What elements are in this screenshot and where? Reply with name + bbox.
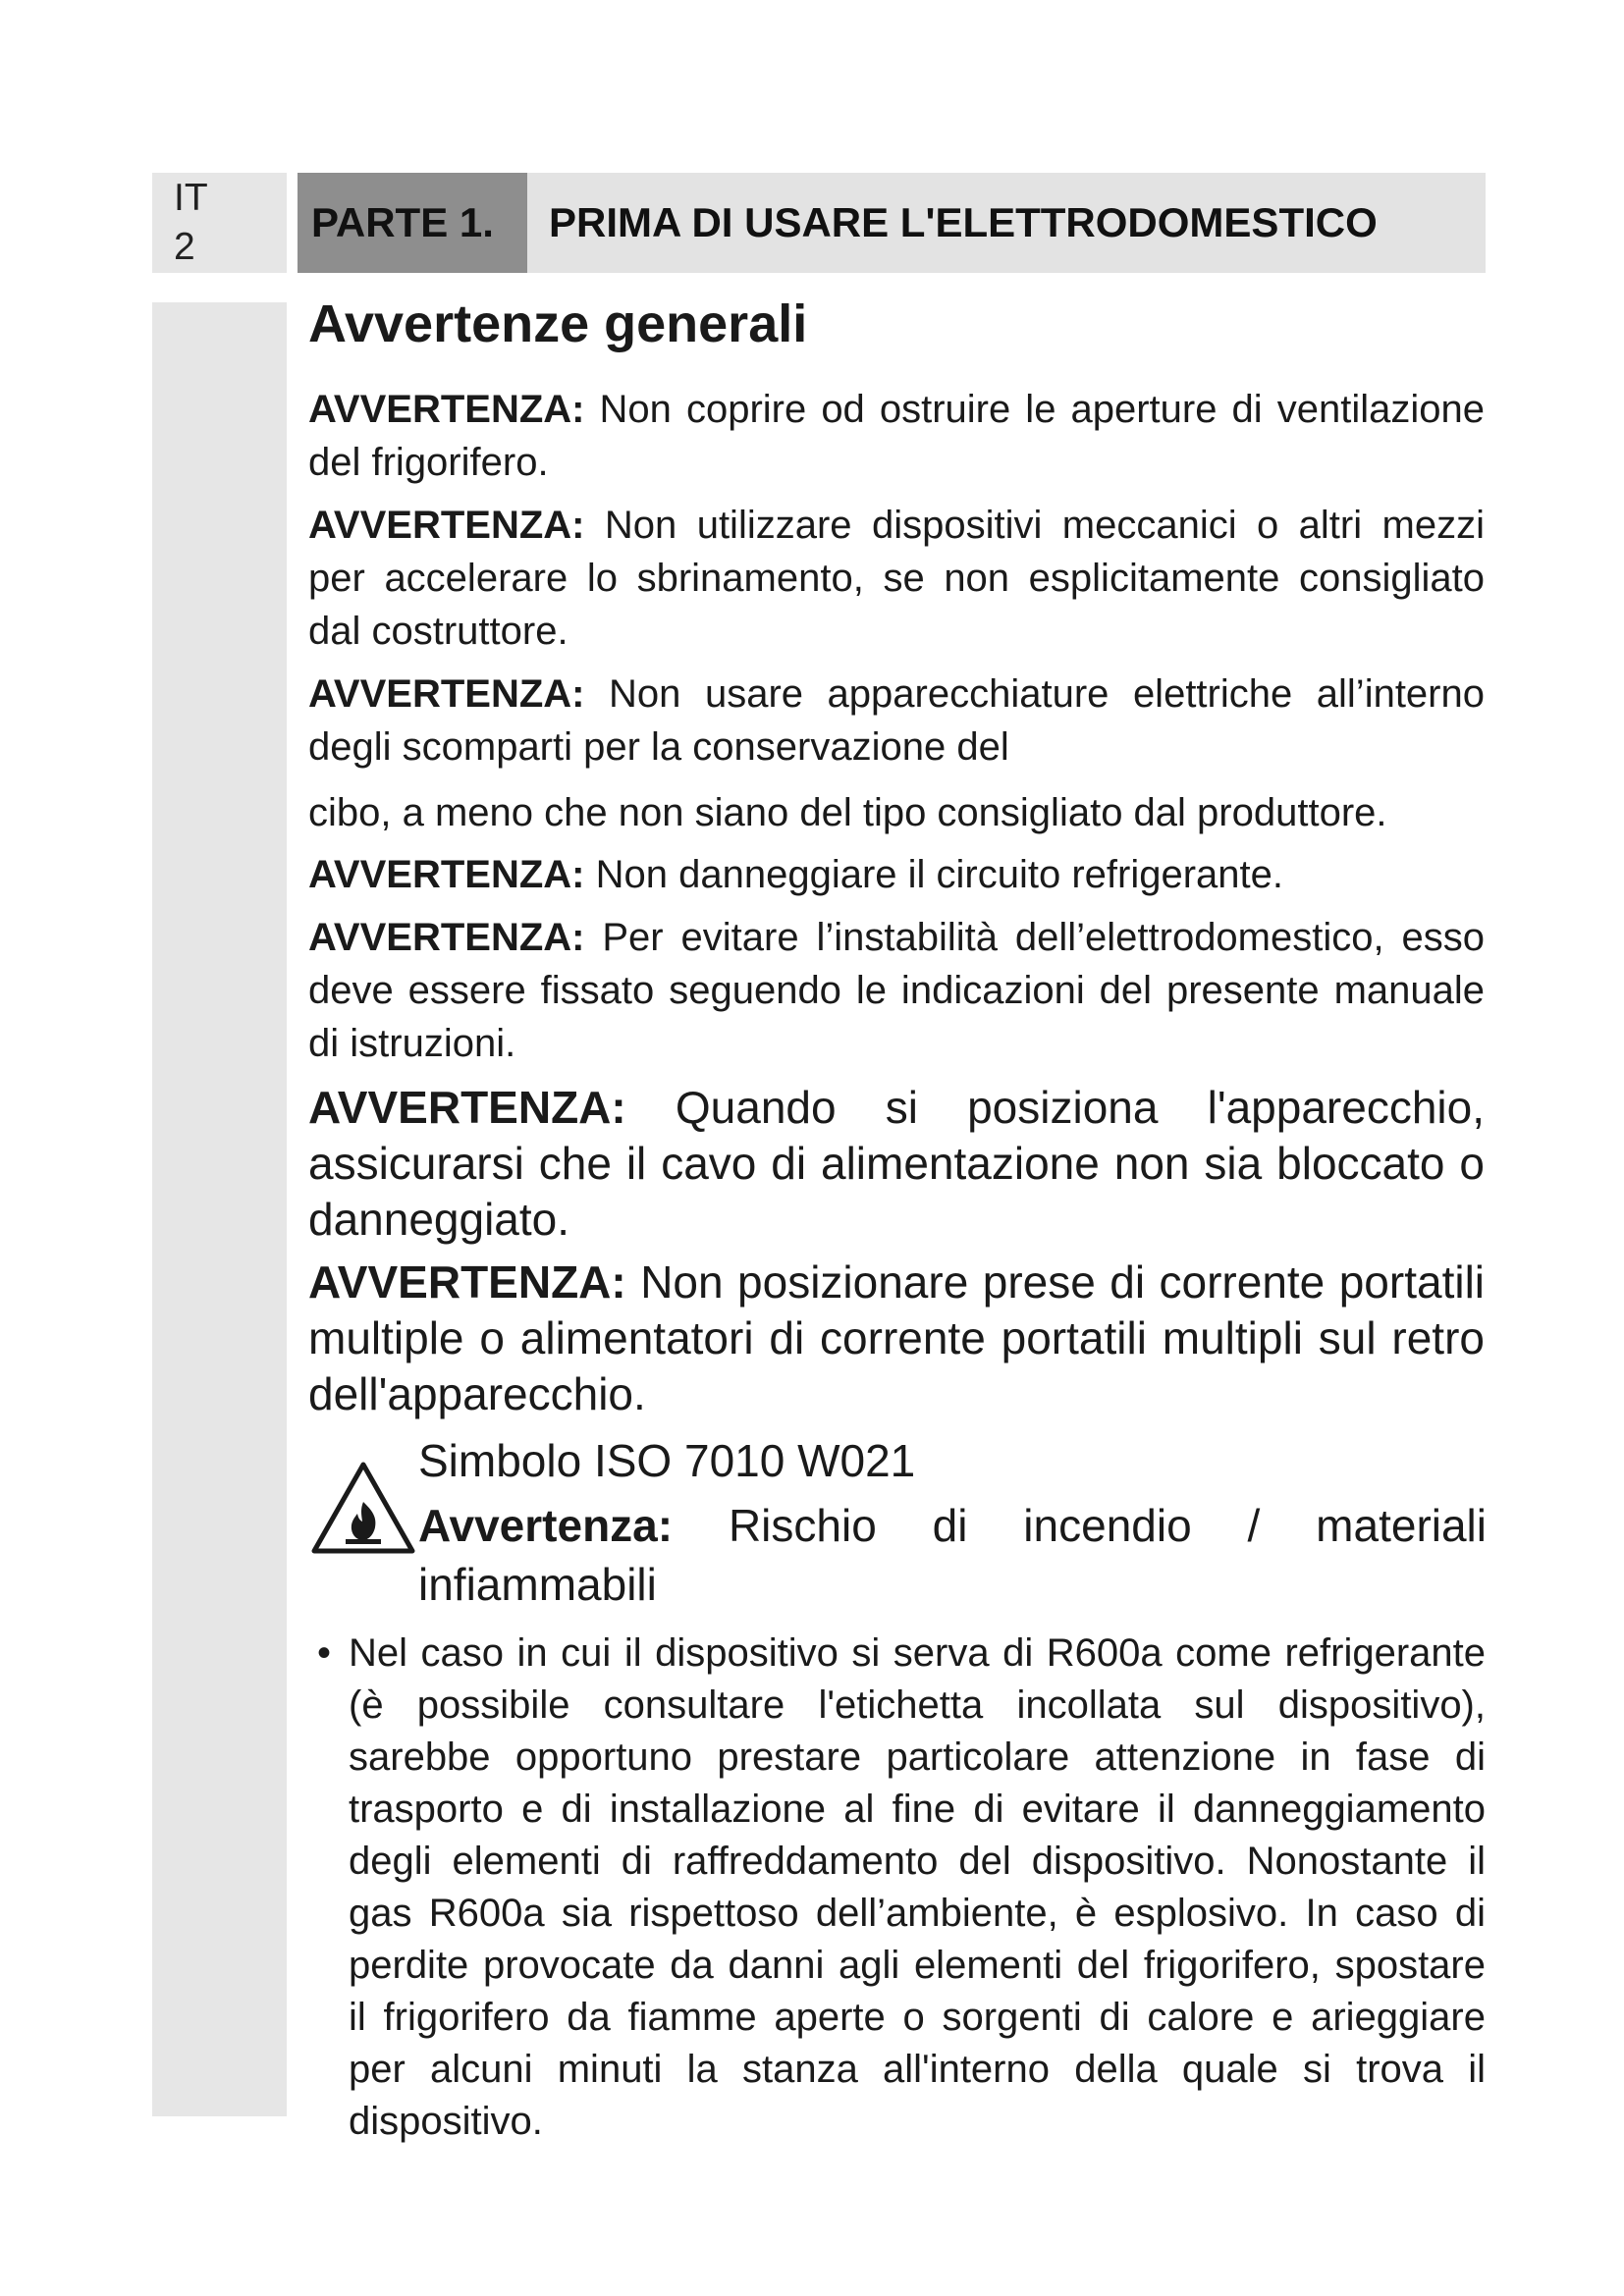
iso-warning-label: Avvertenza: [418,1500,674,1551]
list-item [317,1628,1486,2148]
language-code: IT [174,177,208,219]
warning-text: Non danneggiare il circuito refrigerante. [595,853,1283,896]
part-label: PARTE 1. [298,173,527,273]
warning-label: AVVERTENZA: [308,388,585,431]
iso-warning-line [418,1496,1487,1555]
warning-text: Quando si posiziona l'apparecchio, assicurarsi che il cavo di alimentazione non sia bloccato o danneggiato. [308,1082,1485,1245]
warning-label: AVVERTENZA: [308,916,585,959]
warning-paragraph [308,667,1485,774]
warning-continuation: cibo, a meno che non siano del tipo consigliato dal produttore. [308,791,1387,834]
warning-label: AVVERTENZA: [308,672,585,716]
warning-text: Non coprire od ostruire le aperture di ventilazione del frigorifero. [308,388,1485,484]
warning-paragraph [308,383,1485,489]
warning-label: AVVERTENZA: [308,1256,626,1308]
side-bar [152,302,287,2116]
flammable-warning-icon [308,1459,418,1557]
warning-paragraph [308,848,1485,901]
warning-text: Non usare apparecchiature elettriche all’interno degli scomparti per la conservazione del [308,672,1485,769]
warning-paragraph [308,911,1485,1070]
iso-symbol-block [308,1431,1487,1618]
bullet-text: Nel caso in cui il dispositivo si serva di R600a come refrigerante (è possibile consultare l'etichetta incollata sul dispositivo), sarebbe opportuno prestare particolare attenzione in fase di trasporto e di installazione al fine di evitare il danneggiamento degli elementi di raffreddamento del dispositivo. Nonostante il gas R600a sia rispettoso dell’ambiente, è esplosivo. In caso di perdite provocate da danni agli elementi del frigorifero, spostare il frigorifero da fiamme aperte o sorgenti di calore e arieggiare per alcuni minuti la stanza all'interno della quale si trova il dispositivo. [349,1631,1486,2143]
warning-text: Per evitare l’instabilità dell’elettrodomestico, esso deve essere fissato seguendo le indicazioni del presente manuale di istruzioni. [308,916,1485,1065]
iso-symbol-title: Simbolo ISO 7010 W021 [418,1435,916,1486]
iso-warning-text: Rischio di incendio / materiali [728,1500,1487,1551]
warning-text: Non posizionare prese di corrente portatili multiple o alimentatori di corrente portatili multipli sul retro dell'apparecchio. [308,1256,1486,1419]
warning-paragraph [308,1255,1485,1422]
page-number: 2 [174,226,195,268]
warning-text: Non utilizzare dispositivi meccanici o altri mezzi per accelerare lo sbrinamento, se non esplicitamente consigliato dal costruttore. [308,504,1485,653]
warning-paragraph [308,1080,1485,1248]
warning-label: AVVERTENZA: [308,1082,626,1133]
iso-warning-tail: infiammabili [418,1559,657,1610]
warning-paragraph [308,499,1485,658]
warning-label: AVVERTENZA: [308,504,585,547]
language-page-box [152,173,287,273]
section-title: Avvertenze generali [308,294,808,353]
bullet-marker: • [317,1631,332,1675]
warning-label: AVVERTENZA: [308,853,585,896]
part-header [298,173,1486,273]
part-title: PRIMA DI USARE L'ELETTRODOMESTICO [549,199,1378,245]
